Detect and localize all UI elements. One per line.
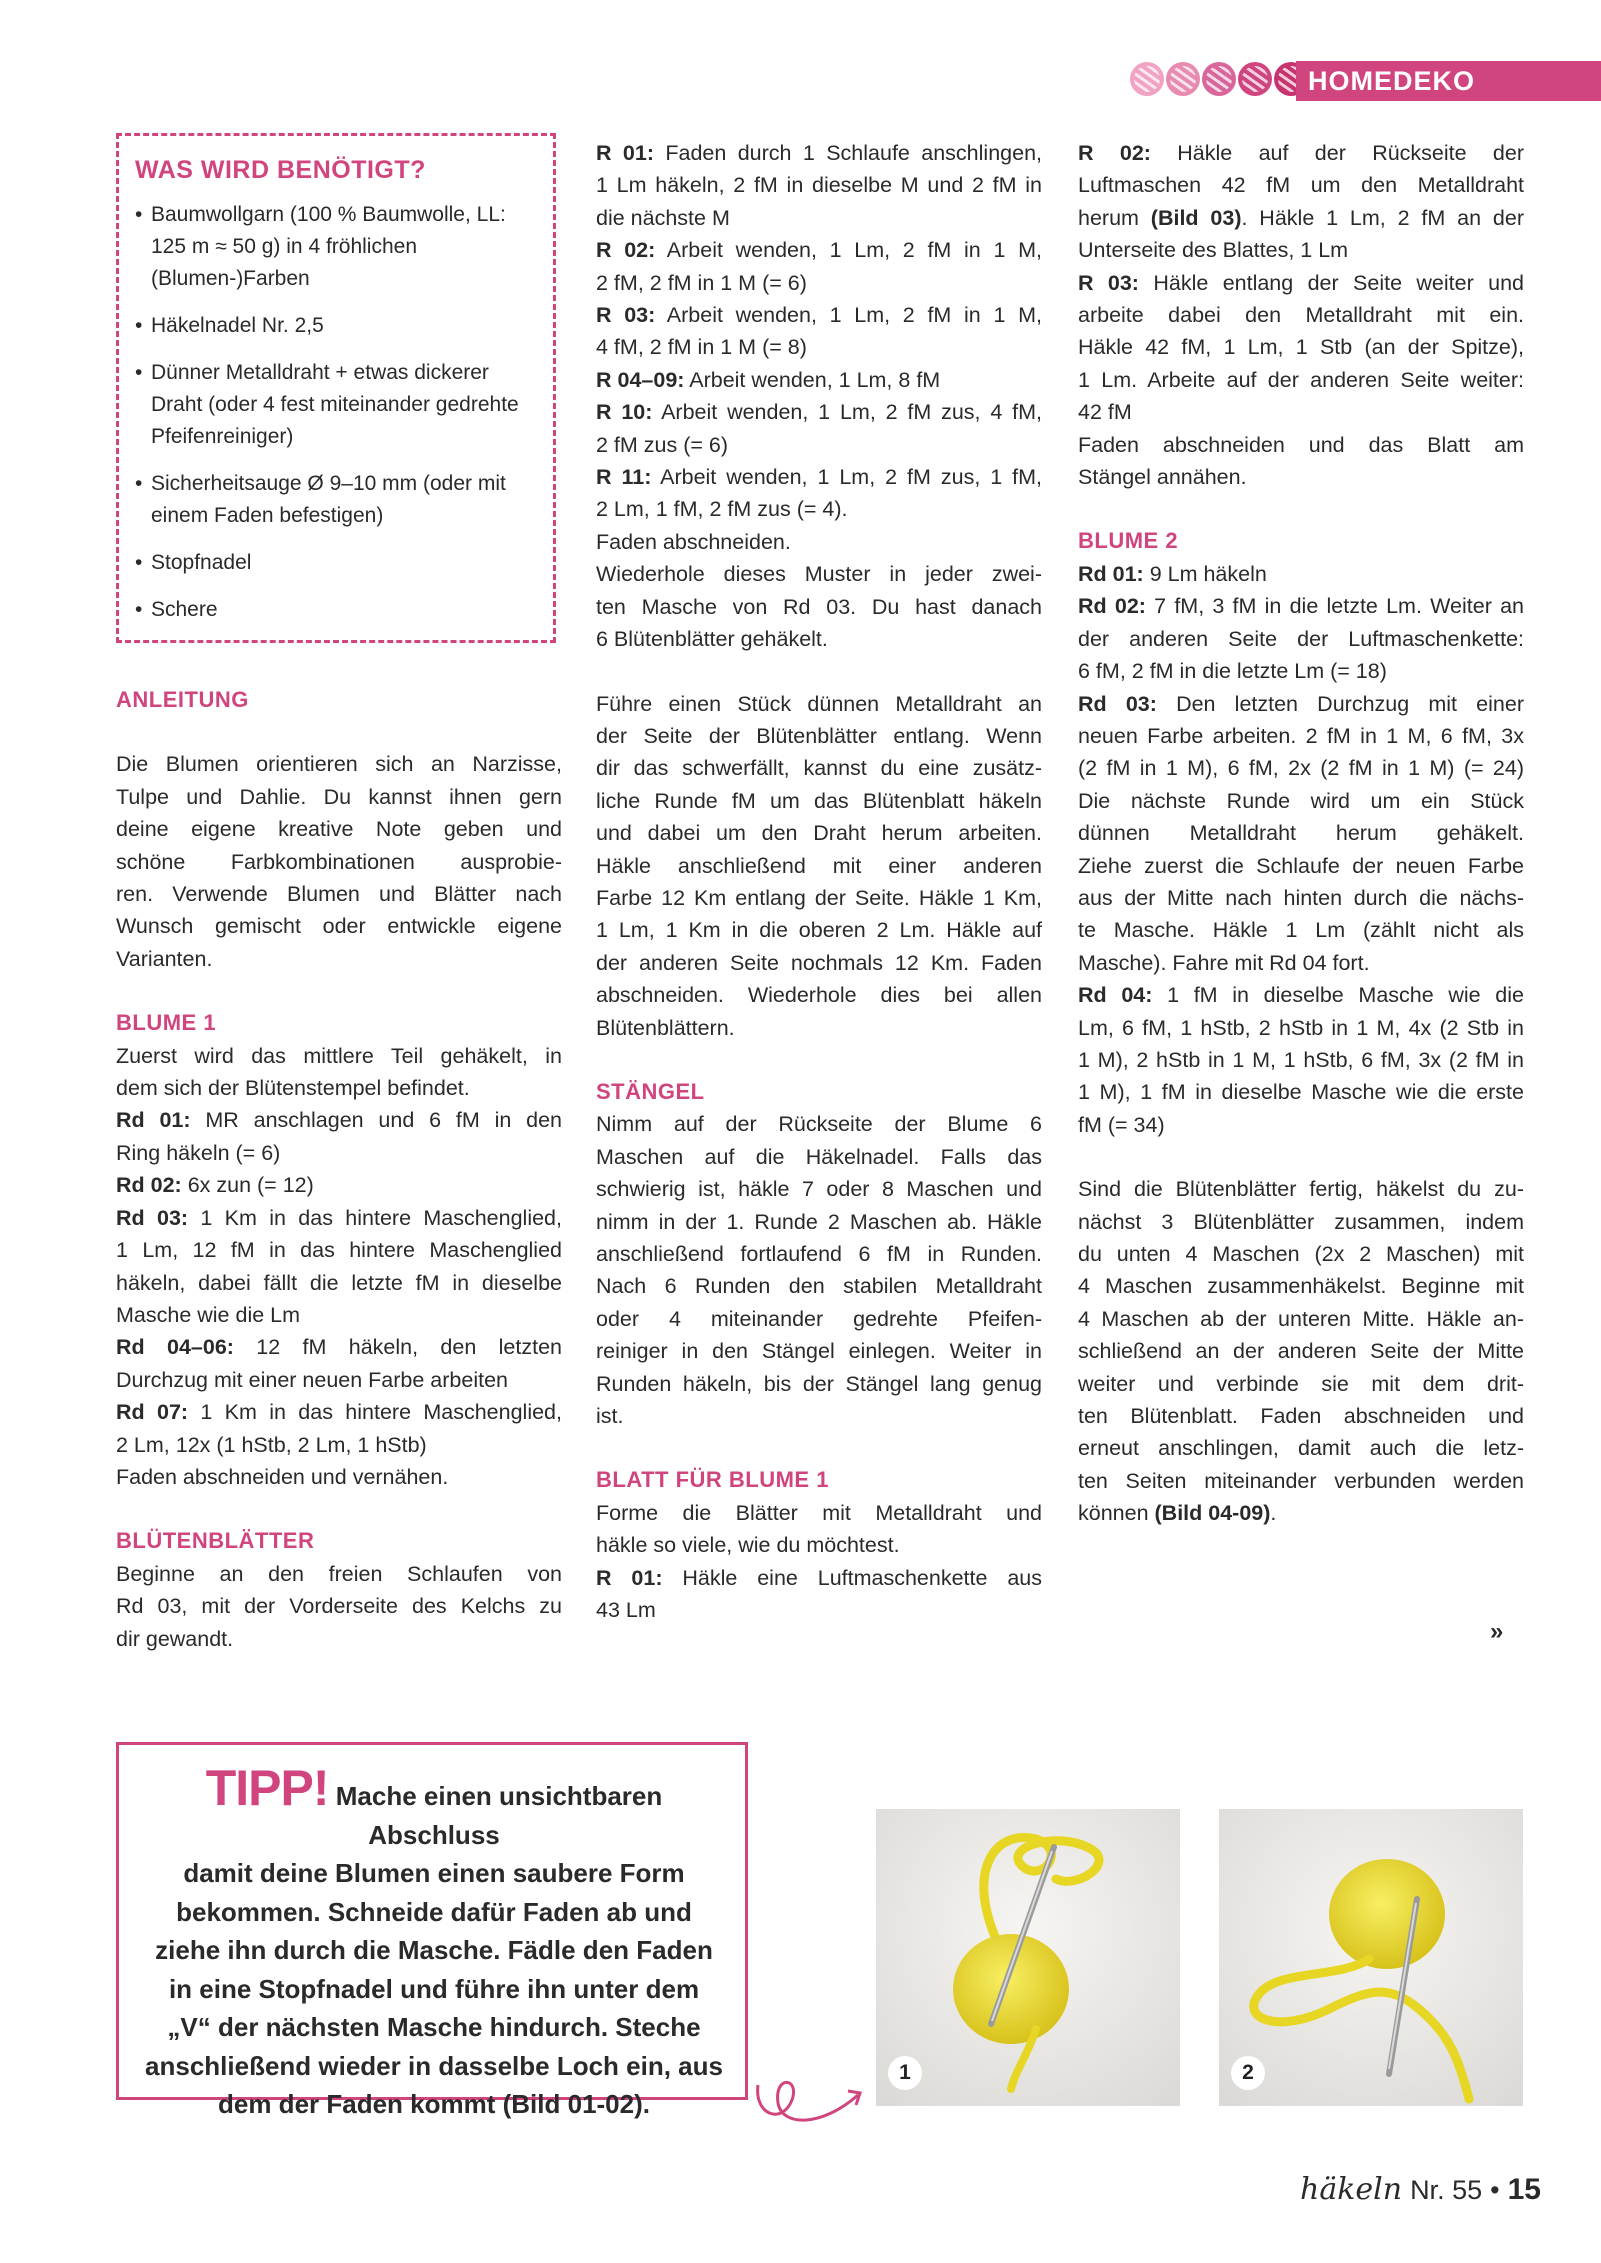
text-line: „V“ der nächsten Masche hindurch. Steche: [167, 2012, 701, 2042]
text-line: Unterseite des Blattes, 1 Lm: [1078, 238, 1349, 263]
text-line: weiter und verbinde sie mit dem drit-: [1078, 1371, 1524, 1396]
text-line: arbeite dabei den Metalldraht mit ein.: [1078, 303, 1524, 328]
list-item: • Schere: [135, 594, 537, 626]
instruction-label: R 03:: [596, 303, 656, 328]
text-line: (2 fM in 1 M), 6 fM, 2x (2 fM in 1 M) (= 24): [1078, 756, 1524, 781]
text-line: abschneiden. Wiederhole dies bei allen: [596, 983, 1042, 1008]
instruction-label: R 10:: [596, 400, 653, 425]
text-line: 1 M), 1 fM in dieselbe Masche wie die erste: [1078, 1080, 1524, 1105]
instruction-line: [116, 1331, 562, 1363]
text-line: fM (= 34): [1078, 1112, 1165, 1137]
instruction-label: R 01:: [596, 141, 654, 165]
text-line: 42 fM: [1078, 400, 1132, 425]
instruction-line: [1078, 688, 1524, 720]
section-heading: STÄNGEL: [596, 1078, 705, 1104]
page-number: 15: [1507, 2173, 1541, 2206]
text-line: 1 Lm, 12 fM in das hintere Maschenglied: [116, 1238, 562, 1263]
text-line: Stängel annähen.: [1078, 465, 1247, 490]
text-line: Maschen auf die Häkelnadel. Falls das: [596, 1144, 1042, 1169]
text-line: Runden häkeln, bis der Stängel lang genug: [596, 1371, 1042, 1396]
magazine-name: häkeln: [1300, 2172, 1403, 2207]
text-line: 1 M), 2 hStb in 1 M, 1 hStb, 6 fM, 3x (2 fM in: [1078, 1047, 1524, 1072]
text-line: und dabei um den Draht herum arbeiten.: [596, 821, 1042, 846]
text-line: häkle so viele, wie du möchtest.: [596, 1533, 900, 1558]
text-line: aus der Mitte nach hinten durch die nächs-: [1078, 885, 1524, 910]
text-line: Wiederhole dieses Muster in jeder zwei-: [596, 562, 1042, 587]
text-line: 1 Lm, 1 Km in die oberen 2 Lm. Häkle auf: [596, 918, 1042, 943]
instruction-line: [116, 1169, 562, 1201]
text-line: liche Runde fM um das Blütenblatt häkeln: [596, 788, 1042, 813]
instruction-line: [1078, 202, 1524, 234]
instruction-text: Häkle auf der Rückseite der: [1150, 141, 1524, 165]
instruction-text: Arbeit wenden, 1 Lm, 2 fM zus, 4 fM,: [652, 400, 1042, 425]
section-badge: HOMEDEKO: [1296, 61, 1601, 101]
materials-title: WAS WIRD BENÖTIGT?: [135, 156, 426, 184]
instruction-text: 1 fM in dieselbe Masche wie die: [1152, 983, 1524, 1008]
text-line: te Masche. Häkle 1 Lm (zählt nicht als: [1078, 918, 1524, 943]
instruction-line: [116, 1396, 562, 1428]
text-line: 2 Lm, 1 fM, 2 fM zus (= 4).: [596, 497, 848, 522]
instruction-label: Rd 02:: [1078, 594, 1146, 619]
photo-number-badge: 1: [888, 2056, 922, 2090]
list-item: • Stopfnadel: [135, 547, 537, 579]
column-1: [116, 684, 562, 1655]
instruction-line: [596, 461, 1042, 493]
text-line: 1 Lm häkeln, 2 fM in dieselbe M und 2 fM in: [596, 173, 1042, 198]
text-line: nächst 3 Blütenblätter zusammen, indem: [1078, 1209, 1524, 1234]
instruction-line: [116, 1104, 562, 1136]
text-line: dem sich der Blütenstempel befindet.: [116, 1076, 470, 1101]
text-line: 4 Maschen ab der unteren Mitte. Häkle an-: [1078, 1306, 1524, 1331]
text-line: 4 fM, 2 fM in 1 M (= 8): [596, 335, 807, 360]
instruction-text: 1 Km in das hintere Maschenglied,: [188, 1205, 562, 1230]
text-line: 2 fM zus (= 6): [596, 432, 729, 457]
text-line: die nächste M: [596, 205, 730, 230]
list-item: • Häkelnadel Nr. 2,5: [135, 310, 537, 342]
tip-word: TIPP!: [205, 1760, 329, 1816]
instruction-label: Rd 07:: [116, 1400, 189, 1425]
instruction-label: Rd 04:: [1078, 983, 1153, 1008]
text-line: Faden abschneiden und das Blatt am: [1078, 432, 1524, 457]
section-heading: BLATT FÜR BLUME 1: [596, 1467, 829, 1493]
text-line: Ziehe zuerst die Schlaufe der neuen Farbe: [1078, 853, 1524, 878]
yarn-ball-decoration: [1130, 62, 1308, 96]
text-line: Rd 03, mit der Vorderseite des Kelchs zu: [116, 1594, 562, 1619]
photo-2: [1219, 1809, 1523, 2106]
instruction-text: Arbeit wenden, 1 Lm, 2 fM in 1 M,: [655, 303, 1042, 328]
section-heading: BLÜTENBLÄTTER: [116, 1528, 315, 1554]
instruction-label: Rd 03:: [116, 1205, 189, 1230]
list-item: • Baumwollgarn (100 % Baumwolle, LL: 125 m ≈ 50 g) in 4 fröhlichen (Blumen-)Farben: [135, 199, 537, 295]
tip-box: [116, 1742, 748, 2119]
text-line: Sind die Blütenblätter fertig, häkelst du zu-: [1078, 1177, 1524, 1202]
text-line: Faden abschneiden und vernähen.: [116, 1464, 449, 1489]
instruction-text: herum: [1078, 205, 1151, 230]
text-line: ziehe ihn durch die Masche. Fädle den Faden: [155, 1935, 713, 1965]
text-line: Führe einen Stück dünnen Metalldraht an: [596, 691, 1042, 716]
text-line: 4 Maschen zusammenhäkelst. Beginne mit: [1078, 1274, 1524, 1299]
text-line: du unten 4 Maschen (2x 2 Maschen) mit: [1078, 1242, 1524, 1266]
text-line: schließend an der anderen Seite der Mitte: [1078, 1339, 1524, 1364]
yarn-ball-icon: [1238, 62, 1272, 96]
text-line: Die Blumen orientieren sich an Narzisse,: [116, 752, 562, 777]
instruction-text: Arbeit wenden, 1 Lm, 2 fM zus, 1 fM,: [651, 465, 1042, 490]
instruction-label: R 11:: [596, 465, 652, 490]
materials-list: [135, 199, 537, 626]
text-line: erneut anschlingen, damit auch die letz-: [1078, 1436, 1524, 1461]
photo-number-badge: 2: [1231, 2056, 1265, 2090]
issue-number: Nr. 55: [1410, 2175, 1483, 2205]
instruction-text: Arbeit wenden, 1 Lm, 8 fM: [684, 367, 941, 392]
instruction-text: .: [1270, 1501, 1277, 1526]
text-line: damit deine Blumen einen saubere Form: [183, 1858, 685, 1888]
instruction-line: [1078, 590, 1524, 622]
instruction-line: [596, 234, 1042, 266]
instruction-text: MR anschlagen und 6 fM in den: [190, 1108, 563, 1133]
instruction-label: Rd 01:: [1078, 561, 1144, 586]
yarn-ball-icon: [1130, 62, 1164, 96]
instruction-text: Häkle entlang der Seite weiter und: [1138, 270, 1525, 295]
column-2: [596, 137, 1042, 1626]
instruction-label: R 04–09:: [596, 367, 685, 392]
section-heading: BLUME 1: [116, 1010, 217, 1036]
text-line: ten Masche von Rd 03. Du hast danach: [596, 594, 1042, 619]
instruction-line: [596, 364, 1042, 396]
text-line: Die nächste Runde wird um ein Stück: [1078, 788, 1524, 813]
text-line: anschließend wieder in dasselbe Loch ein, aus: [145, 2050, 723, 2081]
text-line: ten Seiten miteinander verbunden werden: [1078, 1468, 1524, 1493]
text-line: Durchzug mit einer neuen Farbe arbeiten: [116, 1367, 508, 1392]
text-line: schwierig ist, häkle 7 oder 8 Maschen und: [596, 1177, 1042, 1202]
yarn-ball-icon: [1166, 62, 1200, 96]
list-item: • Sicherheitsauge Ø 9–10 mm (oder mit einem Faden befestigen): [135, 468, 537, 532]
text-line: Beginne an den freien Schlaufen von: [116, 1561, 562, 1586]
instruction-text: 1 Km in das hintere Maschenglied,: [188, 1400, 562, 1425]
text-line: Häkle anschließend mit einer anderen: [596, 853, 1042, 878]
text-line: Zuerst wird das mittlere Teil gehäkelt, in: [116, 1043, 562, 1068]
instruction-text: Den letzten Durchzug mit einer: [1156, 691, 1524, 716]
instruction-label: Rd 02:: [116, 1173, 182, 1198]
yarn-ball-icon: [1202, 62, 1236, 96]
swirl-arrow-icon: [752, 2055, 872, 2135]
instruction-label: (Bild 04-09): [1154, 1501, 1271, 1526]
instruction-line: [596, 299, 1042, 331]
text-line: neuen Farbe arbeiten. 2 fM in 1 M, 6 fM, 3x: [1078, 723, 1524, 748]
text-line: in eine Stopfnadel und führe ihn unter dem: [168, 1973, 700, 2004]
instruction-label: R 01:: [596, 1565, 663, 1590]
text-line: ten Blütenblatt. Faden abschneiden und: [1078, 1404, 1524, 1429]
text-line: Häkle 42 fM, 1 Lm, 1 Stb (an der Spitze),: [1078, 335, 1524, 360]
instruction-label: Rd 03:: [1078, 691, 1157, 716]
instruction-text: Häkle eine Luftmaschenkette aus: [662, 1565, 1042, 1590]
tip-first-line: TIPP! Mache einen unsichtbaren Abschluss: [205, 1760, 663, 1850]
photo-1: [876, 1809, 1180, 2106]
instruction-text: Arbeit wenden, 1 Lm, 2 fM in 1 M,: [655, 238, 1042, 263]
text-line: Faden abschneiden.: [596, 529, 791, 554]
text-line: Blütenblättern.: [596, 1015, 735, 1040]
text-line: ist.: [596, 1404, 624, 1429]
text-line: 1 Lm. Arbeite auf der anderen Seite weiter:: [1078, 367, 1524, 392]
text-line: Tulpe und Dahlie. Du kannst ihnen gern: [116, 784, 562, 809]
instruction-text: . Häkle 1 Lm, 2 fM an der: [1241, 205, 1524, 230]
text-line: der anderen Seite der Luftmaschenkette:: [1078, 626, 1524, 651]
instruction-line: [596, 396, 1042, 428]
text-line: dem der Faden kommt (Bild 01-02).: [218, 2089, 650, 2119]
instruction-line: [1078, 979, 1524, 1011]
instruction-line: [1078, 558, 1524, 590]
footer-bullet: •: [1490, 2175, 1500, 2205]
instruction-text: 12 fM häkeln, den letzten: [233, 1335, 562, 1360]
instruction-line: [596, 1562, 1042, 1594]
instruction-line: [1078, 137, 1524, 169]
text-line: 2 Lm, 12x (1 hStb, 2 Lm, 1 hStb): [116, 1432, 427, 1457]
list-item: • Dünner Metalldraht + etwas dickerer Draht (oder 4 fest miteinander gedrehte Pfeifenreiniger): [135, 357, 537, 453]
text-line: dir das schwerfällt, kannst du eine zusätz-: [596, 756, 1042, 781]
text-line: Nimm auf der Rückseite der Blume 6: [596, 1112, 1042, 1137]
instruction-label: Rd 01:: [116, 1108, 191, 1133]
text-line: Luftmaschen 42 fM um den Metalldraht: [1078, 173, 1524, 198]
text-line: Ring häkeln (= 6): [116, 1140, 281, 1165]
text-line: 43 Lm: [596, 1598, 656, 1623]
text-line: nimm in der 1. Runde 2 Maschen ab. Häkle: [596, 1209, 1042, 1234]
instruction-text: Faden durch 1 Schlaufe anschlingen,: [653, 141, 1042, 165]
continue-arrow-icon: »: [1490, 1618, 1504, 1645]
instruction-label: R 03:: [1078, 270, 1139, 295]
instruction-label: R 02:: [596, 238, 656, 263]
instruction-line: [1078, 267, 1524, 299]
text-line: oder 4 miteinander gedrehte Pfeifen-: [596, 1306, 1042, 1331]
text-line: 2 fM, 2 fM in 1 M (= 6): [596, 270, 807, 295]
text-line: der anderen Seite nochmals 12 Km. Faden: [596, 950, 1042, 975]
instruction-line: [596, 137, 1042, 169]
instruction-text: 9 Lm häkeln: [1143, 561, 1267, 586]
page-footer: [1300, 2172, 1541, 2207]
text-line: dünnen Metalldraht herum gehäkelt.: [1078, 821, 1524, 846]
text-line: ren. Verwende Blumen und Blätter nach: [116, 882, 562, 907]
instruction-label: (Bild 03): [1150, 205, 1242, 230]
text-line: 6 Blütenblätter gehäkelt.: [596, 627, 828, 652]
text-line: häkeln, dabei fällt die letzte fM in dieselbe: [116, 1270, 562, 1295]
instruction-text: 7 fM, 3 fM in die letzte Lm. Weiter an: [1145, 594, 1524, 619]
text-line: Masche). Fahre mit Rd 04 fort.: [1078, 950, 1370, 975]
text-line: Varianten.: [116, 946, 213, 971]
text-line: bekommen. Schneide dafür Faden ab und: [176, 1896, 692, 1927]
instruction-text: können: [1078, 1501, 1155, 1526]
text-line: der Seite der Blütenblätter entlang. Wenn: [596, 723, 1042, 748]
instruction-line: [116, 1202, 562, 1234]
instruction-label: Rd 04–06:: [116, 1335, 234, 1360]
instruction-text: 6x zun (= 12): [181, 1173, 314, 1198]
text-line: 6 fM, 2 fM in die letzte Lm (= 18): [1078, 659, 1387, 684]
text-line: dir gewandt.: [116, 1626, 234, 1651]
text-line: Farbe 12 Km entlang der Seite. Häkle 1 Km,: [596, 885, 1042, 910]
text-line: Nach 6 Runden den stabilen Metalldraht: [596, 1274, 1042, 1299]
instruction-line: [1078, 1497, 1524, 1529]
text-line: Wunsch gemischt oder entwickle eigene: [116, 914, 562, 939]
text-line: schöne Farbkombinationen ausprobie-: [116, 849, 562, 874]
text-line: reiniger in den Stängel einlegen. Weiter in: [596, 1339, 1042, 1364]
text-line: Lm, 6 fM, 1 hStb, 2 hStb in 1 M, 4x (2 Stb in: [1078, 1015, 1524, 1040]
instruction-label: R 02:: [1078, 141, 1151, 165]
text-line: anschließend fortlaufend 6 fM in Runden.: [596, 1242, 1042, 1266]
materials-box: [116, 133, 556, 643]
text-line: deine eigene kreative Note geben und: [116, 817, 562, 842]
section-heading: BLUME 2: [1078, 528, 1179, 554]
column-3: [1078, 137, 1524, 1530]
section-heading: ANLEITUNG: [116, 687, 249, 712]
text-line: Forme die Blätter mit Metalldraht und: [596, 1500, 1042, 1525]
text-line: Masche wie die Lm: [116, 1302, 301, 1327]
